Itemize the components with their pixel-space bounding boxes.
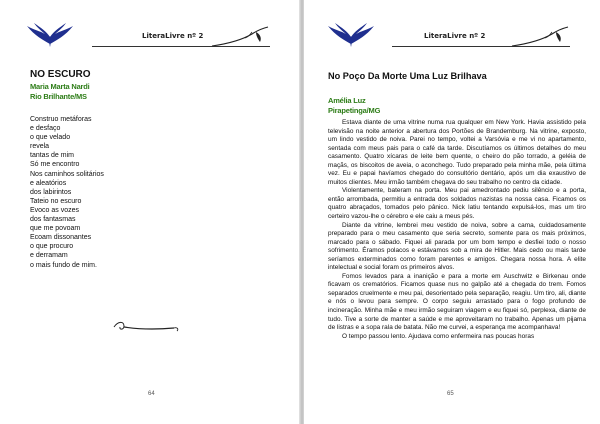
flourish-ornament-icon bbox=[112, 319, 182, 335]
poem-line: e aleatórios bbox=[30, 179, 67, 187]
poem-author-place: Rio Brilhante/MS bbox=[30, 92, 87, 101]
poem-line: o que procuro bbox=[30, 243, 74, 251]
article-author-place: Pirapetinga/MG bbox=[328, 106, 381, 115]
swash-ornament-icon bbox=[210, 26, 270, 48]
poem-line: que me povoam bbox=[30, 225, 81, 233]
article-body bbox=[328, 119, 586, 341]
left-header bbox=[0, 12, 300, 48]
poem-author: Maria Marta Nardi bbox=[30, 82, 90, 91]
poem-line: Construo metáforas bbox=[30, 116, 92, 123]
bird-logo-icon bbox=[25, 22, 75, 48]
poem-line: e derramam bbox=[30, 252, 68, 260]
article-paragraph: Fomos levados para a inanição e para a morte em Auschwitz e Birkenau onde ficavam os crematórios. Ficamos quase nus no galpão até a chegada do trem. Fomos separados cruelmente e meu pai, desorientado pela separação, reagiu. Um tiro, ali, diante e nós o levou para sempre. O corpo seguiu arrastado para o fogo profundo de incineração. Minha mãe e meu irmão seguiram viagem e eu fiquei só, perplexa, diante de tudo. Tive a sorte de manter a saúde e me aproveitaram no trabalho. Apenas um pijama de listras e a sopa rala de batata. Não me curvei, a esperança me acompanhava! bbox=[328, 272, 586, 332]
poem-line: e desfaço bbox=[30, 125, 61, 133]
poem-line: dos labirintos bbox=[30, 188, 72, 196]
poem-line: Só me encontro bbox=[30, 161, 80, 169]
poem-line: Evoco as vozes bbox=[30, 206, 80, 214]
poem-line: o que velado bbox=[30, 134, 71, 142]
header-title: LiteraLivre nº 2 bbox=[424, 32, 486, 40]
article-author: Amélia Luz bbox=[328, 96, 366, 105]
swash-ornament-icon bbox=[510, 26, 570, 48]
article-paragraph: Violentamente, bateram na porta. Meu pai amedrontado pediu silêncio e a porta, então arrombada, permitiu a entrada dos soldados nazistas na nossa casa. Ficamos os quatro abraçados, tomados pelo pânico. Nick latiu tentando expulsá-los, mas um tiro certeiro vazou-lhe o cérebro e ele caiu a meus pés. bbox=[328, 187, 586, 221]
poem-line: Nos caminhos solitários bbox=[30, 170, 104, 178]
article-title: No Poço Da Morte Uma Luz Brilhava bbox=[328, 71, 487, 81]
poem-line: Ecoam dissonantes bbox=[30, 234, 92, 242]
poem-text bbox=[30, 115, 104, 270]
page-number: 64 bbox=[148, 391, 155, 397]
poem-line: o mais fundo de mim. bbox=[30, 261, 97, 269]
article-paragraph: O tempo passou lento. Ajudava como enfermeira nas poucas horas bbox=[342, 332, 535, 340]
right-header bbox=[304, 12, 600, 48]
poem-line: Tateio no escuro bbox=[30, 197, 82, 205]
bird-logo-icon bbox=[326, 22, 376, 48]
article-paragraph: Diante da vitrine, lembrei meu vestido de noiva, sobre a cama, cuidadosamente preparado para o meu casamento que seria secreto, somente para os mais próximos, marcado para o sábado. Fiquei ali parada por um bom tempo e desfiei todo o nosso sofrimento. Éramos polacos e estávamos sob a mira de Hitler. Mais cedo ou mais tarde seríamos exterminados como foram parentes e amigos. Chegara nossa hora. A elite intelectual e social foram os primeiros alvos. bbox=[328, 221, 586, 272]
poem-line: dos fantasmas bbox=[30, 216, 76, 224]
article-paragraph: Estava diante de uma vitrine numa rua qualquer em New York. Havia assistido pela televisão na noite anterior a abertura dos Portões de Brandemburg. Na vitrine, exposto, um lindo vestido de noiva. Parei no tempo, voltei a Varsóvia e me vi no apartamento, sentada com meus pais para o café da tarde. Discutíamos os últimos detalhes do meu casamento. Quatro xícaras de leite bem quente, o cheiro do pão torrado, a geléia de maçãs, os biscoitos de aveia, o aconchego. Tudo preparado pela minha mãe, pela última vez. Eu e papai havíamos chegado do consultório dentário, após um dia exaustivo de muitos clientes. Meu irmão também chegava do seu trabalho no centro da cidade. bbox=[328, 119, 586, 186]
page-number: 65 bbox=[447, 391, 454, 397]
right-page bbox=[304, 0, 600, 424]
header-title: LiteraLivre nº 2 bbox=[142, 32, 204, 40]
poem-title: NO ESCURO bbox=[30, 69, 91, 80]
poem-line: revela bbox=[30, 143, 50, 151]
poem-line: tantas de mim bbox=[30, 152, 74, 160]
